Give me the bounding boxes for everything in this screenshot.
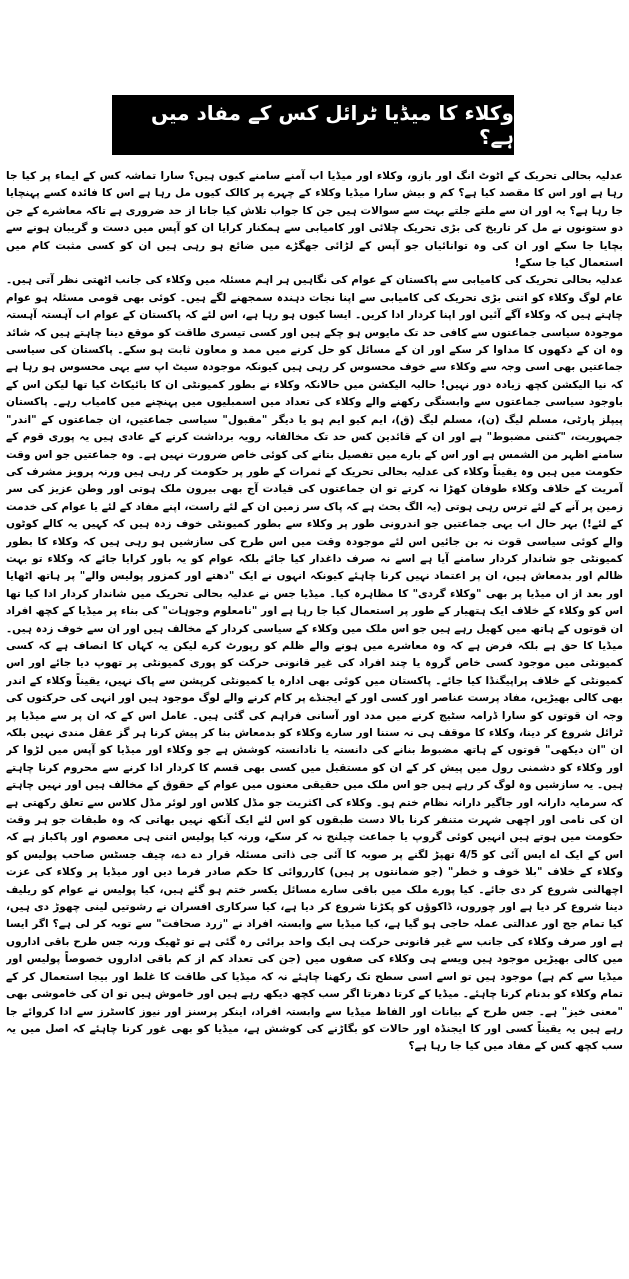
paragraph-1: عدلیہ بحالی تحریک کے اٹوٹ انگ اور بازو، وکلاء اور میڈیا اب آمنے سامنے کیوں ہیں؟ سارا تماشہ کس کے ایماء پر کیا جا رہا ہے اور اس کا مقصد کیا ہے؟ کم و بیش سارا میڈیا وکلاء کے چہرے پر کالک کیوں مل رہا ہے اس کا فائدہ کسے پہنچایا جا رہا ہے؟ یہ اور ان سے ملتے جلتے بہت سے سوالات ہیں جن کا جواب تلاش کیا جانا از حد ضروری ہے تاکہ معاشرے کے جن دو ستونوں نے مل کر تاریخ کی بڑی تحریک چلائی اور کامیابی سے ہمکنار کرایا ان کو آپس میں دست و گریبان ہونے سے بچایا جا سکے اور ان کی وہ توانائیاں جو آپس کے لڑائی جھگڑے میں ضائع ہو رہی ہیں ان کو کسی مثبت کام میں استعمال کیا جا سکے! xyxy=(6,170,623,270)
paragraph-2: عدلیہ بحالی تحریک کی کامیابی سے پاکستان کے عوام کی نگاہیں ہر اہم مسئلہ میں وکلاء کی جانب اٹھتی نظر آتی ہیں۔ عام لوگ وکلاء کو اتنی بڑی تحریک کی کامیابی سے اپنا نجات دہندہ سمجھنے لگے ہیں۔ کوئی بھی قومی مسئلہ ہو عوام چاہتے ہیں کہ وکلاء آگے آئیں اور اپنا کردار ادا کریں۔ ایسا کیوں ہو رہا ہے، اس لئے کہ پاکستان کے عوام اب آہستہ آہستہ موجودہ سیاسی جماعتوں سے کافی حد تک مایوس ہو چکے ہیں اور کسی تیسری طاقت کو موقع دینا چاہتے ہیں کہ شائد وہ ان کے دکھوں کا مداوا کر سکے اور ان کے مسائل کو حل کرنے میں ممد و معاون ثابت ہو سکے۔ پاکستان کی سیاسی جماعتیں بھی اسی وجہ سے وکلاء سے خوف محسوس کر رہی ہیں کیونکہ موجودہ سیٹ اپ سے یہی محسوس ہو رہا ہے کہ نیا الیکشن کچھ زیادہ دور نہیں! حالیہ الیکشن میں حالانکہ وکلاء نے بطور کمیونٹی ان کا بائیکاٹ کیا تھا لیکن اس کے باوجود سیاسی جماعتوں سے وابستگی رکھنے والے وکلاء کی تعداد میں اسمبلیوں میں پہنچنے میں کامیاب رہے۔ پاکستان پیپلز پارٹی، مسلم لیگ (ن)، مسلم لیگ (ق)، ایم کیو ایم ہو یا دیگر "مقبول" سیاسی جماعتیں، ان جماعتوں کے "اندر" جمہوریت، "کتنی مضبوط" ہے اور ان کے قائدین کس حد تک مخالفانہ رویہ برداشت کرنے کے عادی ہیں یہ پوری قوم کے سامنے اظہر من الشمس ہے اور اس کے بارے میں تفصیل بتانے کی کوئی خاص ضرورت نہیں ہے۔ وہ جماعتیں جو اس وقت حکومت میں ہیں وہ یقیناً وکلاء کی عدلیہ بحالی تحریک کے ثمرات کے طور پر حکومت کر رہی ہیں ورنہ پرویز مشرف کی آمریت کے خلاف وکلاء طوفان کھڑا نہ کرتے تو ان جماعتوں کی قیادت آج بھی بیرون ملک ہوتی اور وطن عزیز کی سر زمین پر آنے کے لئے ترس رہی ہوتی (یہ الگ بحث ہے کہ پاک سر زمین ان کے لئے راست، اپنے مفاد کے لئے یا عوام کی خدمت کے لئے!) بہر حال اب یہی جماعتیں جو اندرونی طور پر وکلاء سے بطور کمیونٹی خوف زدہ ہیں کہ کہیں یہ کالے کوٹوں والے کوئی سیاسی قوت نہ بن جائیں اس لئے موجودہ وقت میں اس طرح کی سازشیں ہو رہی ہیں کہ وکلاء کا بطور کمیونٹی جو شاندار کردار سامنے آیا ہے اسے نہ صرف داغدار کیا جائے بلکہ عوام کو یہ باور کرایا جائے کہ وکلاء تو بہت ظالم اور بدمعاش ہیں، ان پر اعتماد نہیں کرنا چاہئے کیونکہ انہوں نے ایک "دھتے اور کمزور پولیس والے" پر ہاتھ اٹھایا اور بعد از اں میڈیا پر بھی "وکلاء گردی" کا مظاہرہ کیا۔ میڈیا جس نے عدلیہ بحالی تحریک میں شاندار کردار ادا کیا تھا اس کو وکلاء کے خلاف ایک ہتھیار کے طور پر استعمال کیا جا رہا ہے اور "نامعلوم وجوہات" کی بناء پر میڈیا کے کچھ افراد ان قوتوں کے ہاتھ میں کھیل رہے ہیں جو اس ملک میں وکلاء کے سیاسی کردار کے مخالف ہیں اور ان سے خوف زدہ ہیں۔ میڈیا کا حق ہے بلکہ فرض ہے کہ وہ معاشرے میں ہونے والے ظلم کو رپورٹ کرے لیکن یہ کہاں کا انصاف ہے کہ کسی کمیونٹی میں موجود کسی خاص گروہ یا چند افراد کی غیر قانونی حرکت کو پوری کمیونٹی پر تھوپ دیا جائے اور اس کمیونٹی کے خلاف پراپیگنڈا کیا جائے۔ پاکستان میں کوئی بھی ادارہ یا کمیونٹی کرپشن سے پاک نہیں، یقیناً وکلاء کے اندر بھی کالی بھیڑیں، مفاد پرست عناصر اور کسی اور کے ایجنڈے پر کام کرنے والے لوگ موجود ہیں اور انہی کی حرکتوں کی وجہ ان قوتوں کو سارا ڈرامہ سٹیج کرنے میں مدد اور آسانی فراہم کی گئی ہیں۔ عامل اس کے کہ ان پر سے میڈیا پر ٹرائل شروع کر دینا، وکلاء کا موقف ہی نہ سننا اور سارے وکلاء کو بدمعاش بنا کر پیش کرنا ہر گز عقل مندی نہیں بلکہ ان "ان دیکھی" قوتوں کے ہاتھ مضبوط بنانے کی دانستہ یا نادانستہ کوشش ہے جو وکلاء اور میڈیا کو آپس میں لڑوا کر اور وکلاء کو دشمنی رول میں پیش کر کے ان کو مستقبل میں کسی بھی قسم کا کردار ادا کرنے سے محروم کرنا چاہتے ہیں۔ یہ سازشیں وہ لوگ کر رہے ہیں جو اس ملک میں حقیقی معنوں میں عوام کے حقوق کے مخالف ہیں اور نہیں چاہتے کہ سرمایہ دارانہ اور جاگیر دارانہ نظام ختم ہو۔ وکلاء کی اکثریت جو مڈل کلاس اور لوئر مڈل کلاس سے تعلق رکھتی ہے ان کی نامی اور اچھی شہرت متنفر کرنا بالا دست طبقوں کو اس لئے ایک آنکھ نہیں بھاتی کہ وہ طبقات جو ہر وقت حکومت میں ہوتے ہیں انہیں کوئی گروپ یا جماعت چیلنج نہ کر سکے، ورنہ کیا پولیس اتنی ہی معصوم اور پاکباز ہے کہ اس کے ایک اے ایس آئی کو 4/5 تھپڑ لگنے پر صوبہ کا آئی جی ذاتی مسئلہ قرار دے دے، چیف جسٹس صاحب پولیس کو وکلاء کے خلاف "بلا خوف و خطر" (جو ضمانتوں پر ہیں) کارروائی کا حکم صادر فرما دیں اور میڈیا پر وکلاء کی عزت اچھالنی شروع کر دی جائے۔ کیا پورے ملک میں باقی سارے مسائل یکسر ختم ہو گئے ہیں، کیا پولیس نے عوام کو ریلیف دینا شروع کر دیا ہے اور چوروں، ڈاکوؤں کو پکڑنا شروع کر دیا ہے، کیا سرکاری افسران نے رشوتیں لینی چھوڑ دی ہیں، کیا تمام جج اور عدالتی عملہ حاجی ہو گیا ہے، کیا میڈیا سے وابستہ افراد نے "زرد صحافت" سے توبہ کر لی ہے؟ اگر ایسا ہے اور صرف وکلاء کی جانب سے غیر قانونی حرکت ہی ایک واحد برائی رہ گئی ہے تو ٹھیک ورنہ جس طرح باقی اداروں میں کالی بھیڑیں موجود ہیں ویسے ہی وکلاء کی صفوں میں (جن کی تعداد کم از کم باقی اداروں خصوصاً پولیس اور میڈیا سے کم ہے) موجود ہیں تو اسے اسی سطح تک رکھنا چاہئے نہ کہ میڈیا کی طاقت کا غلط اور بیجا استعمال کر کے تمام وکلاء کو بدنام کرنا چاہئے۔ میڈیا کے کرتا دھرتا اگر سب کچھ دیکھ رہے ہیں اور خاموش ہیں تو ان کی خاموشی بھی "معنی خیز" ہے۔ جس طرح کے بیانات اور الفاظ میڈیا سے وابستہ افراد، اینکر پرسنز اور نیوز کاسٹرز سے ادا کروائے جا رہے ہیں یہ یقیناً کسی اور کا ایجنڈہ اور حالات کو بگاڑنے کی کوشش ہے، میڈیا کو بھی غور کرنا چاہئے کہ اصل میں یہ سب کچھ کس کے مفاد میں کیا جا رہا ہے؟ xyxy=(6,274,623,1053)
article-body xyxy=(6,168,623,1272)
article-title: وکلاء کا میڈیا ٹرائل کس کے مفاد میں ہے؟ xyxy=(112,95,514,155)
